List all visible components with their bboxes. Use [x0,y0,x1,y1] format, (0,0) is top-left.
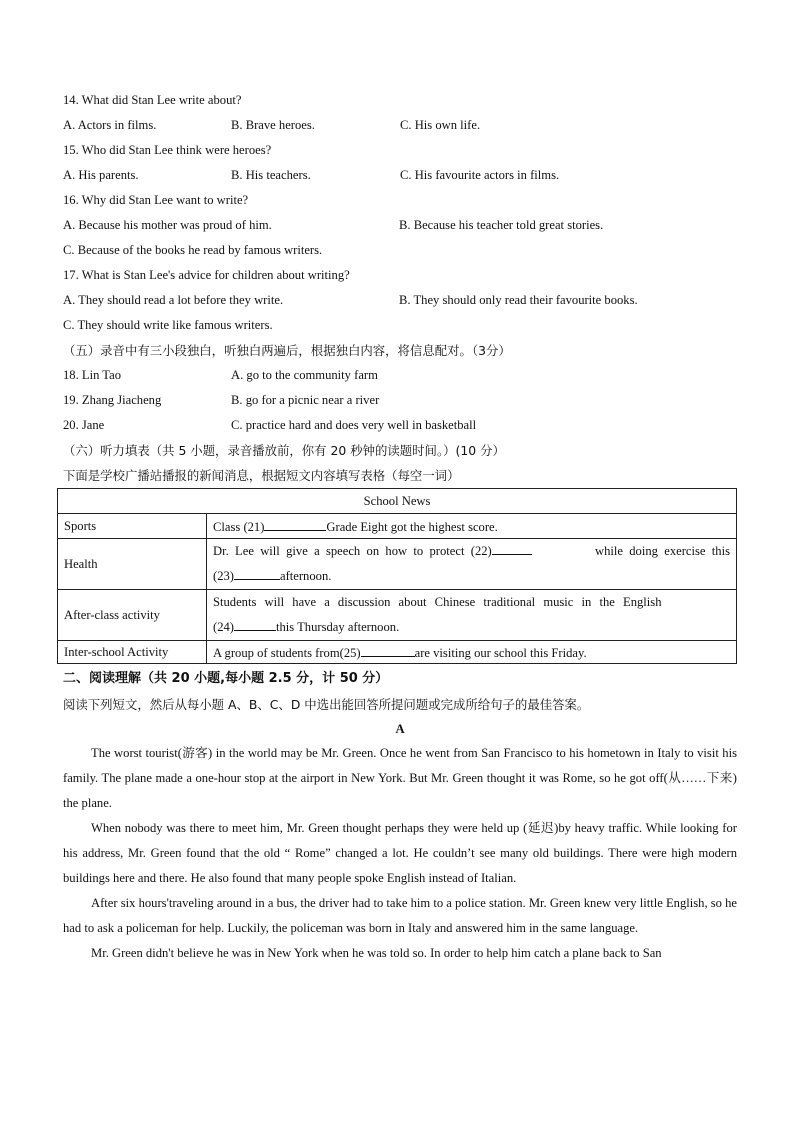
question-16: 16. Why did Stan Lee want to write? [63,193,249,207]
option-b: B. Because his teacher told great stories. [399,218,604,232]
match-name: 19. Zhang Jiacheng [63,393,162,407]
option-c: C. His own life. [400,118,481,132]
paragraph: When nobody was there to meet him, Mr. Green thought perhaps they were held up (延迟)by heavy traffic. While looking for his address, Mr. Green found that the old “ Rome” changed a lot. He couldn’t see many old buildings. There were high modern buildings here and there. He also found that many people spoke English instead of Italian. [63,821,737,885]
part5-instruction: （五）录音中有三小段独白，听独白两遍后，根据独白内容，将信息配对。（3分） [63,343,511,358]
row-label: Inter-school Activity [58,641,207,664]
row-content [207,539,737,590]
match-row [63,363,737,388]
row-label: After-class activity [58,590,207,641]
row-text: this Thursday afternoon. [275,620,400,634]
options-15 [63,163,737,188]
row-text: Grade Eight got the highest score. [326,519,498,534]
match-row [63,388,737,413]
option-c: C. His favourite actors in films. [400,168,560,182]
school-news-table [57,488,737,664]
row-content [207,590,737,641]
options-14 [63,113,737,138]
row-text: afternoon. [279,569,332,583]
paragraph: Mr. Green didn't believe he was in New York when he was told so. In order to help him catch a plane back to San [91,946,662,960]
passage [63,741,737,966]
answer-blank-22[interactable] [492,542,532,555]
option-a: A. Actors in films. [63,118,157,132]
option-a: A. Because his mother was proud of him. [63,218,272,232]
option-b: B. They should only read their favourite books. [399,293,638,307]
row-text: while doing exercise this [594,544,730,558]
option-c: C. Because of the books he read by famous writers. [63,243,323,257]
row-line [213,564,730,589]
answer-blank-24[interactable] [234,618,276,631]
answer-blank-25[interactable] [361,644,415,657]
row-content [207,514,737,539]
option-b: B. His teachers. [231,168,311,182]
table-row [58,514,737,539]
question-15: 15. Who did Stan Lee think were heroes? [63,143,272,157]
table-row [58,590,737,641]
part6-instruction: （六）听力填表（共 5 小题，录音播放前，你有 20 秒钟的读题时间。）(10 分） [63,443,505,458]
option-a: A. His parents. [63,168,139,182]
row-text: Students will have a discussion about Chinese traditional music in the English [213,595,662,609]
match-option: C. practice hard and does very well in basketball [231,418,477,432]
table-title: School News [58,489,737,514]
option-a: A. They should read a lot before they write. [63,293,284,307]
row-text: (24) [213,620,234,634]
match-row [63,413,737,438]
answer-blank-21[interactable] [264,518,326,531]
question-14: 14. What did Stan Lee write about? [63,93,242,107]
answer-blank-23[interactable] [234,567,280,580]
options-16 [63,213,737,238]
row-text: Dr. Lee will give a speech on how to protect (22) [213,544,492,558]
row-label: Sports [58,514,207,539]
match-name: 18. Lin Tao [63,368,121,382]
match-option: A. go to the community farm [231,368,378,382]
row-text: are visiting our school this Friday. [414,645,587,660]
row-line [213,615,730,640]
option-c: C. They should write like famous writers. [63,318,273,332]
reading-instruction: 阅读下列短文，然后从每小题 A、B、C、D 中选出能回答所提问题或完成所给句子的最佳答案。 [63,697,590,712]
part6-subinstruction: 下面是学校广播站播报的新闻消息，根据短文内容填写表格（每空一词） [63,468,460,483]
row-line [213,590,730,615]
exam-page [63,88,737,966]
row-text: Class (21) [213,519,265,534]
row-label: Health [58,539,207,590]
option-b: B. Brave heroes. [231,118,315,132]
row-content [207,641,737,664]
question-17: 17. What is Stan Lee's advice for children about writing? [63,268,350,282]
section-title: 二、阅读理解（共 20 小题,每小题 2.5 分，计 50 分） [63,671,389,686]
match-name: 20. Jane [63,418,105,432]
paragraph: After six hours'traveling around in a bus, the driver had to take him to a police station. Mr. Green knew very little English, so he had to ask a policeman for help. Luckily, the policeman was born in Italy and answered him in the same language. [63,896,737,935]
paragraph: The worst tourist(游客) in the world may be Mr. Green. Once he went from San Francisco to his hometown in Italy to visit his family. The plane made a one-hour stop at the airport in New York. But Mr. Green thought it was Rome, so he got off(从……下来) the plane. [63,746,737,810]
table-row [58,641,737,664]
table-row [58,539,737,590]
passage-label: A [395,722,405,736]
row-text: A group of students from(25) [213,645,361,660]
row-line [213,539,730,564]
options-17 [63,288,737,313]
match-option: B. go for a picnic near a river [231,393,380,407]
row-text: (23) [213,569,234,583]
